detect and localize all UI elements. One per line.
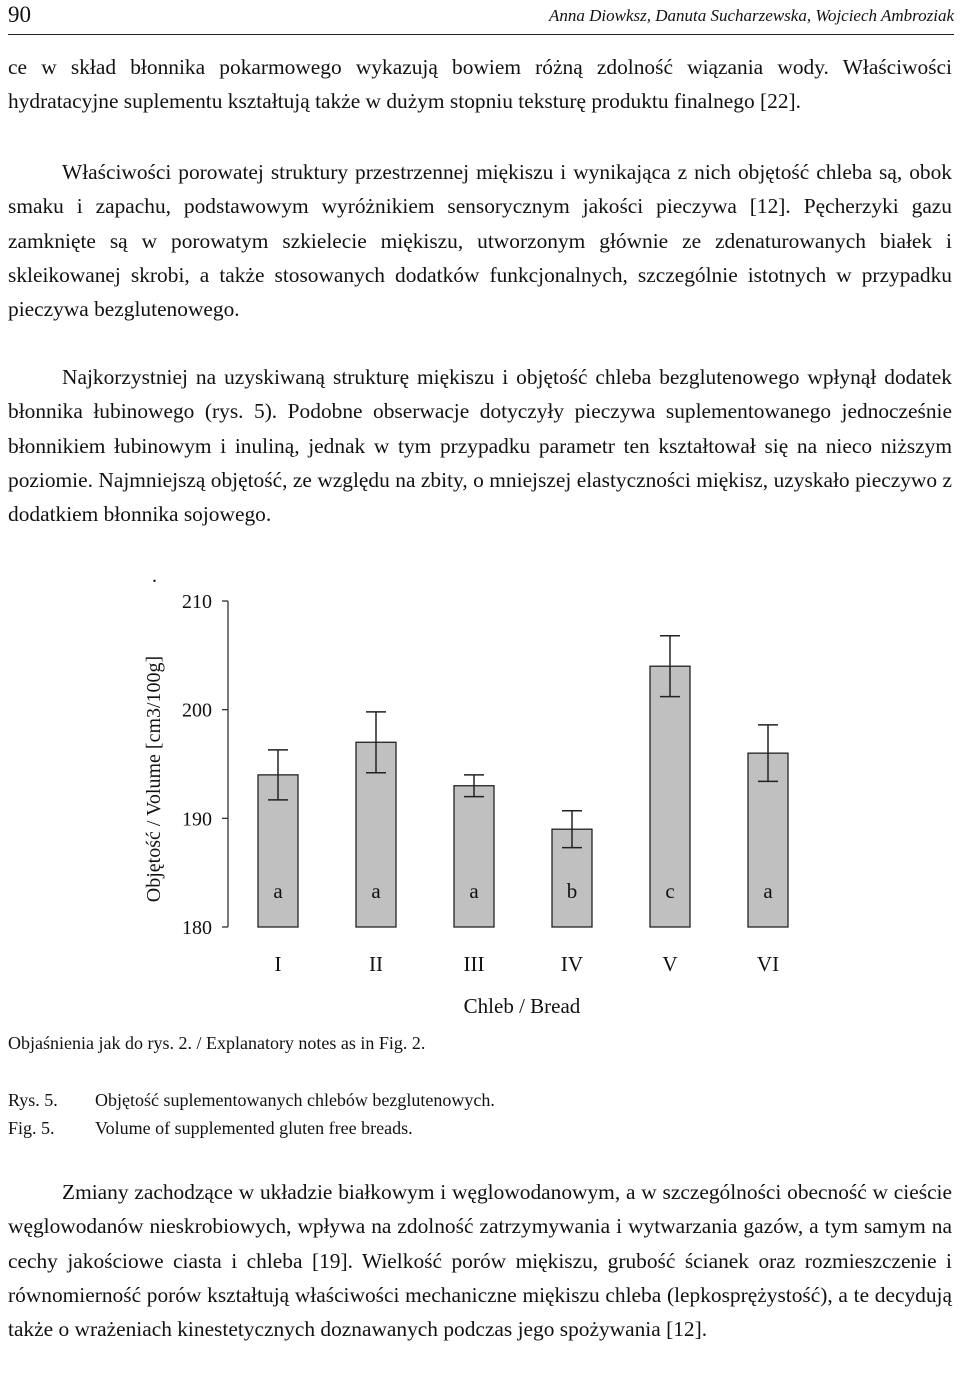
body-paragraph-1: ce w skład błonnika pokarmowego wykazują bowiem różną zdolność wiązania wody. Właściwości hydratacyjne suplementu kształtują także w dużym stopniu teksturę produktu finalnego [22]. (8, 55, 952, 114)
x-tick-label-II: II (369, 952, 383, 976)
body-paragraph-4: Zmiany zachodzące w układzie białkowym i węglowodanowym, a w szczególności obecność w cieście węglowodanów nieskrobiowych, wpływa na zdolność zatrzymywania i wytwarzania gazów, a tym samym na cechy jakościowe ciasta i chleba [19]. Wielkość porów miękiszu, grubość ścianek oraz rozmieszczenie i równomierność porów kształtują właściwości mechaniczne miękiszu chleba (lepkosprężystość), a te decydują także o wrażeniach kinestetycznych doznawanych podczas jego spożywania [12]. (8, 1180, 952, 1342)
figure-caption-en (8, 1118, 413, 1139)
running-header (8, 0, 954, 35)
page-number: 90 (8, 2, 31, 27)
body-paragraph-2: Właściwości porowatej struktury przestrzennej miękiszu i wynikająca z nich objętość chleba są, obok smaku i zapachu, podstawowym wyróżnikiem sensorycznym jakości pieczywa [12]. Pęcherzyki gazu zamknięte są w porowatym szkielecie miękiszu, utworzonym głównie ze zdenaturowanych białek i skleikowanej skrobi, a także stosowanych dodatków funkcjonalnych, szczególnie istotnych w przypadku pieczywa bezglutenowego. (8, 160, 952, 322)
running-authors: Anna Diowksz, Danuta Sucharzewska, Wojciech Ambroziak (549, 6, 954, 25)
volume-bar-chart (0, 570, 960, 1070)
group-letter-IV: b (566, 879, 578, 903)
x-tick-label-I: I (274, 952, 282, 976)
figure-caption-pl (8, 1090, 495, 1111)
x-tick-label-III: III (463, 952, 485, 976)
group-letter-V: c (665, 879, 675, 903)
group-letter-II: a (371, 879, 381, 903)
y-tick-label-190: 190 (182, 808, 212, 831)
caption-pl-text: Objętość suplementowanych chlebów bezglutenowych. (95, 1090, 495, 1110)
x-tick-label-VI: VI (756, 952, 780, 976)
caption-pl-label: Rys. 5. (8, 1090, 58, 1110)
body-paragraph-3: Najkorzystniej na uzyskiwaną strukturę miękiszu i objętość chleba bezglutenowego wpłynął dodatek błonnika łubinowego (rys. 5). Podobne obserwacje dotyczyły pieczywa suplementowanego jednocześnie błonnikiem łubinowym i inuliną, jednak w tym przypadku parametr ten kształtował się na nieco niższym poziomie. Najmniejszą objętość, ze względu na zbity, o mniejszej elastyczności miękisz, uzyskało pieczywo z dodatkiem błonnika sojowego. (8, 365, 952, 527)
group-letter-VI: a (763, 879, 773, 903)
y-axis-title: Objętość / Volume [cm3/100g] (143, 655, 165, 903)
caption-en-text: Volume of supplemented gluten free breads. (95, 1118, 413, 1138)
y-tick-label-200: 200 (182, 699, 212, 722)
group-letter-III: a (469, 879, 479, 903)
stray-mark: . (152, 570, 157, 587)
caption-en-label: Fig. 5. (8, 1118, 55, 1138)
y-tick-label-180: 180 (182, 917, 212, 939)
x-axis-title: Chleb / Bread (463, 994, 581, 1018)
x-tick-label-V: V (662, 952, 678, 976)
x-tick-label-IV: IV (560, 952, 584, 976)
group-letter-I: a (273, 879, 283, 903)
figure-notes: Objaśnienia jak do rys. 2. / Explanatory notes as in Fig. 2. (8, 1033, 426, 1053)
y-tick-label-210: 210 (182, 591, 212, 613)
chart-canvas (0, 570, 960, 1030)
bar-III (454, 786, 494, 927)
